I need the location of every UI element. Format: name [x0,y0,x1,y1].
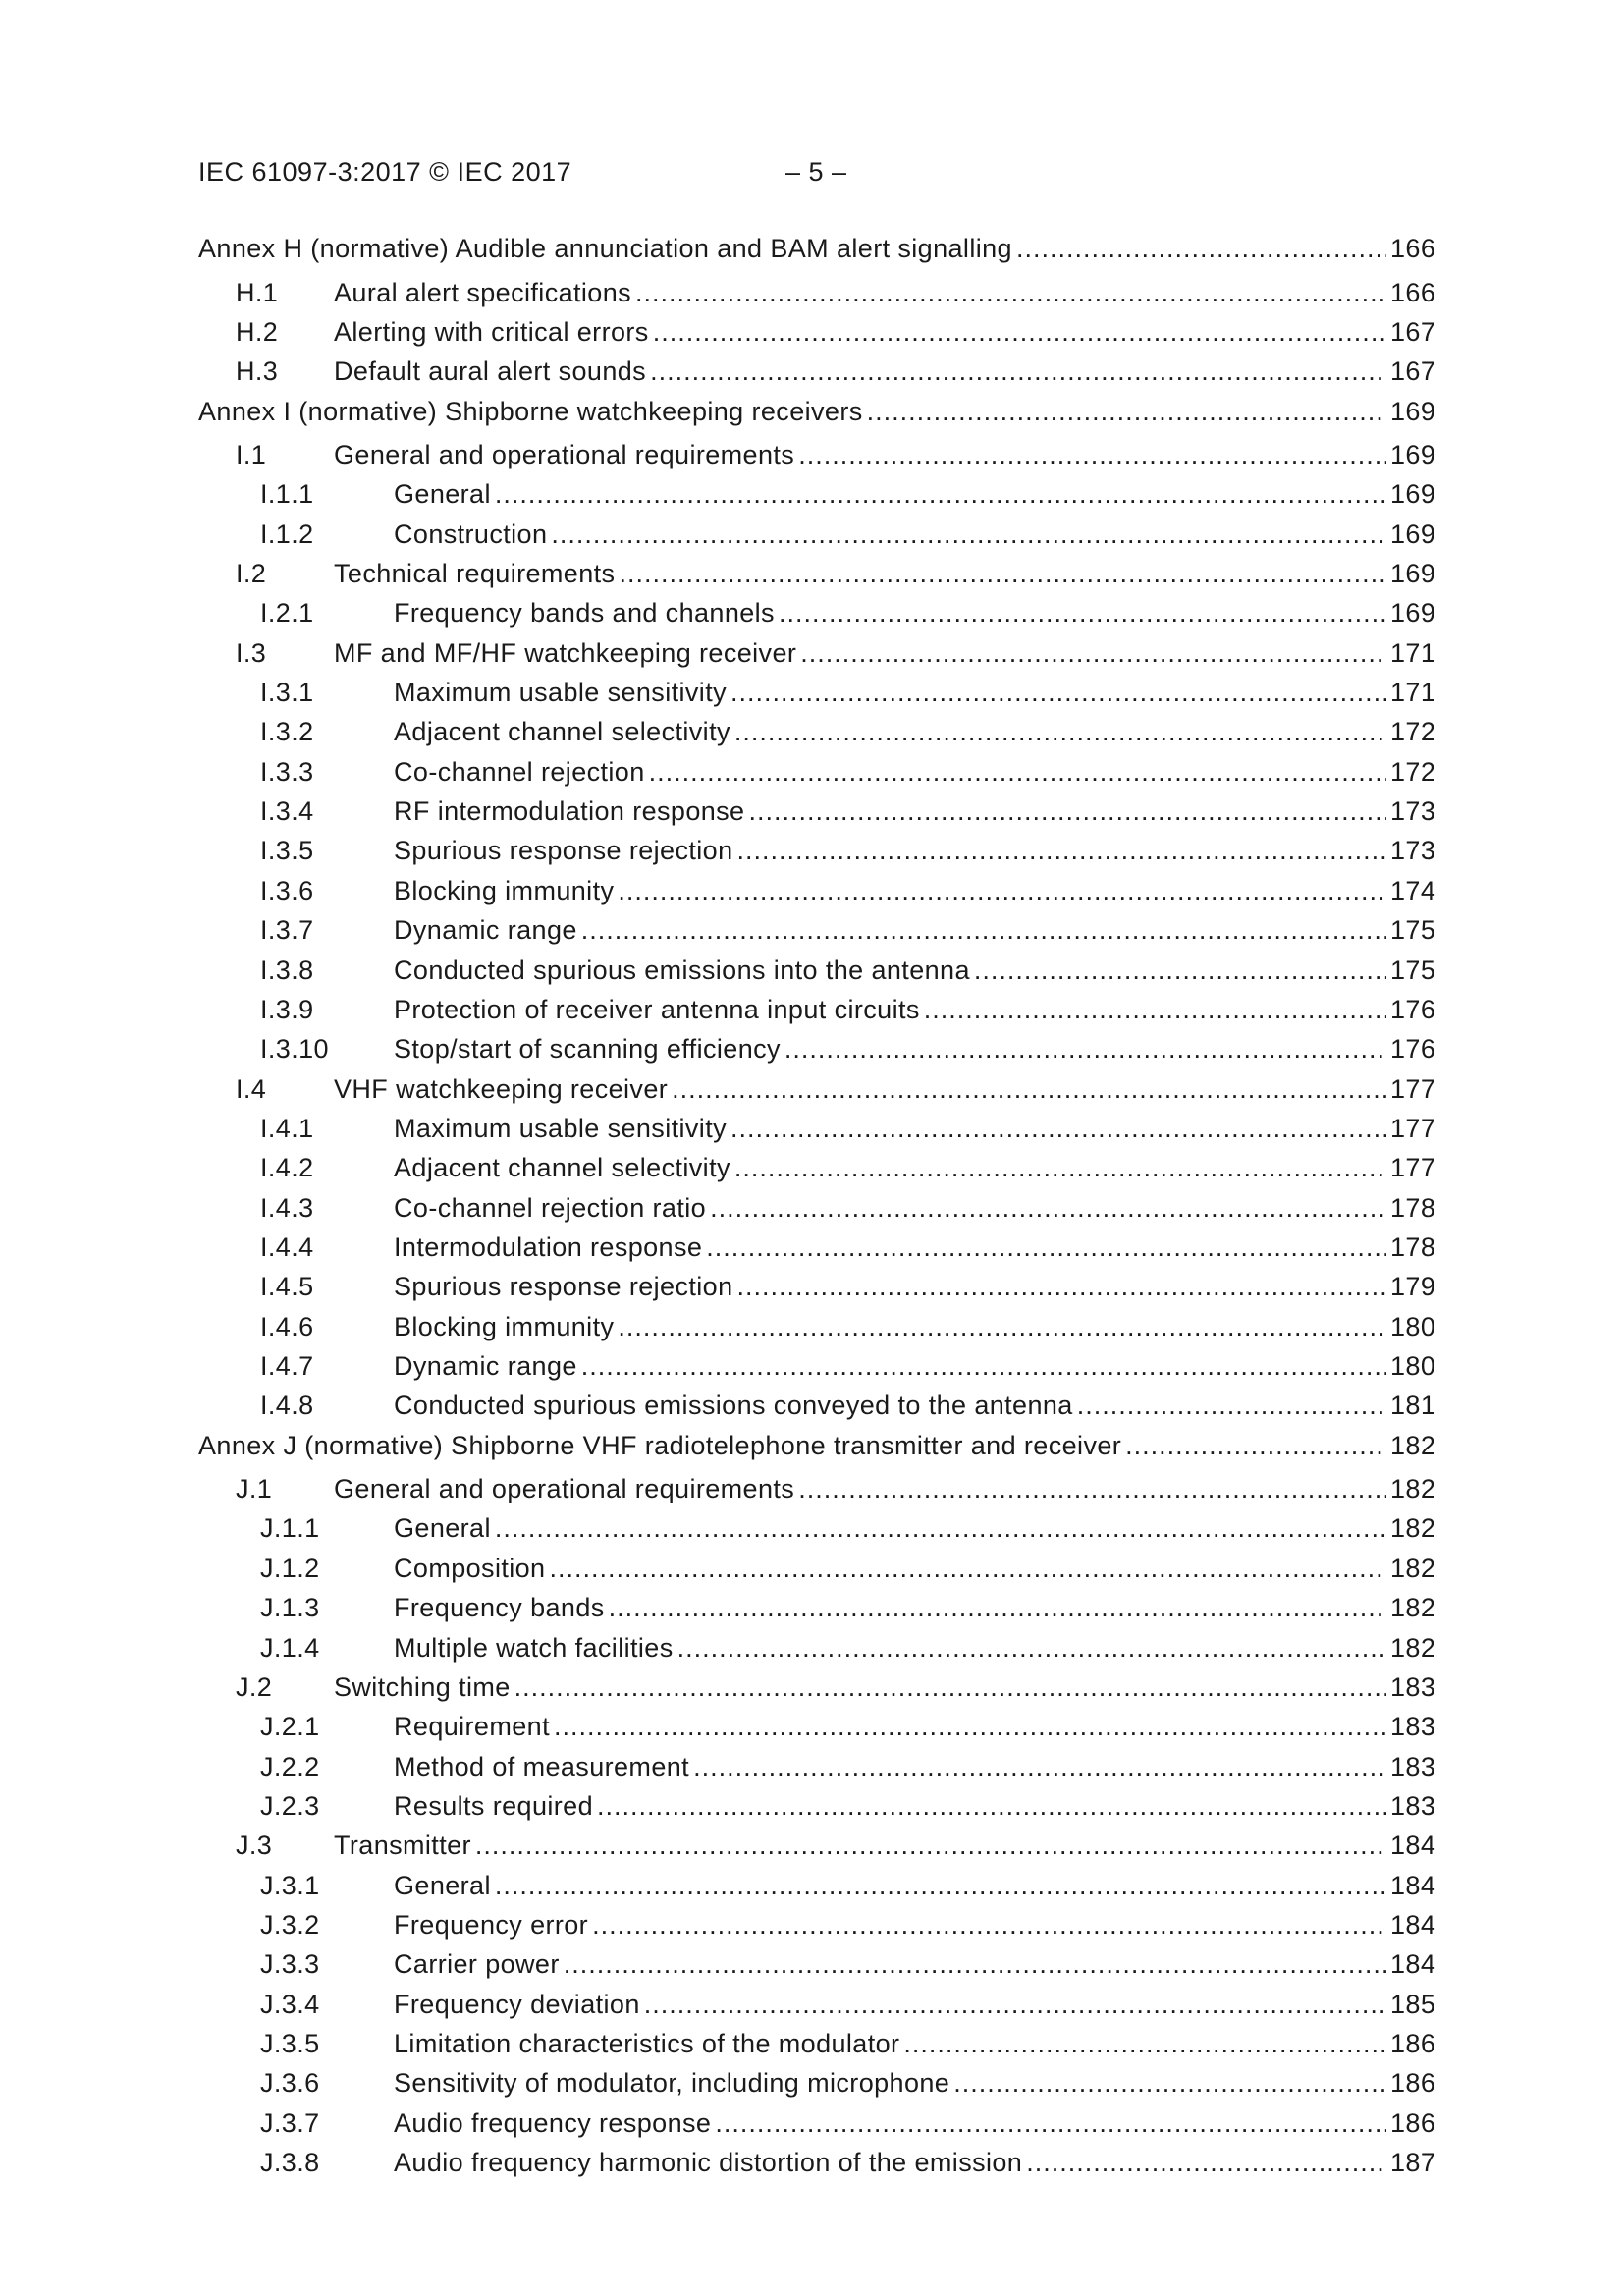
dot-leader [1125,1431,1386,1461]
dot-leader [730,678,1386,708]
toc-entry-page: 171 [1390,678,1436,708]
toc-entry[interactable] [198,1312,1435,1351]
toc-entry-page: 169 [1390,479,1436,510]
toc-entry-page: 176 [1390,994,1436,1024]
toc-entry[interactable] [198,956,1435,995]
toc-entry-page: 182 [1390,1474,1436,1504]
toc-entry-number: I.4.6 [260,1311,314,1341]
dot-leader [677,1633,1386,1664]
dot-leader [737,836,1387,866]
toc-entry-title: Technical requirements [334,559,616,589]
dot-leader [706,1232,1386,1263]
toc-entry-title: Multiple watch facilities [394,1632,674,1663]
toc-entry-number: I.4.3 [260,1192,314,1223]
toc-entry[interactable] [198,1910,1435,1949]
dot-leader [800,638,1386,669]
toc-entry-page: 178 [1390,1192,1436,1223]
toc-entry[interactable] [198,757,1435,796]
toc-entry-page: 182 [1390,1430,1436,1460]
toc-entry-page: 180 [1390,1311,1436,1341]
toc-entry[interactable] [198,440,1435,479]
dot-leader [581,1351,1386,1382]
toc-entry-title: Composition [394,1553,546,1583]
dot-leader [644,1990,1386,2020]
toc-entry-number: I.2 [236,559,267,589]
toc-entry-number: J.1.1 [260,1513,320,1544]
toc-entry[interactable] [198,1034,1435,1073]
toc-entry-title: VHF watchkeeping receiver [334,1073,669,1104]
toc-entry-title: Blocking immunity [394,1311,615,1341]
toc-entry-page: 184 [1390,1831,1436,1861]
dot-leader [653,317,1386,348]
toc-entry-page: 183 [1390,1712,1436,1742]
toc-entry[interactable] [198,1712,1435,1751]
toc-entry-page: 182 [1390,1632,1436,1663]
dot-leader [551,519,1386,550]
toc-entry-title: Requirement [394,1712,550,1742]
toc-entry-page: 181 [1390,1391,1436,1421]
toc-entry-number: I.3.10 [260,1034,329,1065]
toc-entry-number: I.3.5 [260,836,314,866]
toc-entry-page: 178 [1390,1231,1436,1262]
toc-entry-title: General and operational requirements [334,1474,795,1504]
toc-entry-number: J.2.3 [260,1790,320,1821]
toc-entry-title: Dynamic range [394,1350,577,1381]
toc-entry-title: Conducted spurious emissions into the antenna [394,955,970,985]
toc-entry-title: Maximum usable sensitivity [394,1113,728,1143]
toc-entry[interactable] [198,2108,1435,2148]
toc-entry-title: General and operational requirements [334,440,795,470]
toc-entry[interactable] [198,1554,1435,1593]
toc-entry-number: I.4.8 [260,1391,314,1421]
toc-entry-title: Frequency error [394,1909,589,1940]
toc-entry-title: Method of measurement [394,1751,690,1781]
toc-entry[interactable] [198,2148,1435,2187]
toc-entry-title: General [394,479,491,510]
dot-leader [609,1593,1386,1623]
toc-entry-title: Adjacent channel selectivity [394,717,730,747]
toc-entry-page: 186 [1390,2107,1436,2138]
toc-entry-number: I.3 [236,637,267,668]
toc-entry-number: I.3.8 [260,955,314,985]
toc-entry-page: 183 [1390,1751,1436,1781]
toc-entry-page: 173 [1390,836,1436,866]
toc-entry-title: Blocking immunity [394,875,615,905]
page-number: – 5 – [785,157,847,187]
toc-entry[interactable] [198,278,1435,317]
toc-entry-page: 179 [1390,1272,1436,1302]
toc-entry-number: I.3.9 [260,994,314,1024]
dot-leader [779,598,1386,629]
toc-entry-title: General [394,1513,491,1544]
toc-entry-page: 185 [1390,1989,1436,2019]
toc-entry-page: 167 [1390,316,1436,347]
toc-entry-title: Protection of receiver antenna input circuits [394,994,920,1024]
toc-entry-title: Co-channel rejection [394,756,645,787]
toc-entry[interactable] [198,836,1435,875]
toc-entry-title: Limitation characteristics of the modulator [394,2028,900,2058]
dot-leader [649,757,1386,788]
dot-leader [867,397,1386,427]
toc-entry[interactable] [198,1193,1435,1232]
dot-leader [495,1513,1386,1544]
toc-entry-title: RF intermodulation response [394,796,745,827]
toc-entry-title: Audio frequency harmonic distortion of the emission [394,2147,1023,2177]
toc-entry-page: 175 [1390,955,1436,985]
dot-leader [564,1949,1386,1980]
toc-entry-title: Maximum usable sensitivity [394,678,728,708]
toc-entry-number: J.3.6 [260,2068,320,2099]
toc-entry-title: Frequency bands [394,1593,605,1623]
toc-entry[interactable] [198,1949,1435,1989]
toc-entry[interactable] [198,1153,1435,1192]
toc-annex-entry[interactable] [198,234,1435,278]
dot-leader [672,1074,1386,1105]
toc-entry[interactable] [198,1272,1435,1311]
dot-leader [618,1312,1386,1342]
toc-entry[interactable] [198,1474,1435,1513]
toc-entry-title: Frequency deviation [394,1989,640,2019]
toc-entry-page: 173 [1390,796,1436,827]
toc-entry[interactable] [198,1074,1435,1114]
toc-entry[interactable] [198,1114,1435,1153]
toc-entry-number: I.4 [236,1073,267,1104]
toc-entry-title: Dynamic range [394,915,577,946]
toc-entry-title: Switching time [334,1671,511,1702]
toc-entry-page: 186 [1390,2028,1436,2058]
toc-entry[interactable] [198,1791,1435,1831]
toc-entry-number: I.4.7 [260,1350,314,1381]
toc-entry-number: H.2 [236,316,279,347]
toc-entry-number: I.3.3 [260,756,314,787]
toc-entry-number: J.3.5 [260,2028,320,2058]
toc-entry-number: I.4.2 [260,1153,314,1183]
toc-entry[interactable] [198,717,1435,756]
toc-entry[interactable] [198,2029,1435,2068]
dot-leader [514,1672,1386,1703]
toc-entry[interactable] [198,479,1435,519]
dot-leader [635,278,1386,308]
toc-entry-page: 182 [1390,1593,1436,1623]
toc-entry-page: 177 [1390,1113,1436,1143]
dot-leader [650,356,1386,387]
table-of-contents [198,234,1435,2187]
toc-entry[interactable] [198,1633,1435,1672]
toc-entry-page: 183 [1390,1790,1436,1821]
toc-entry[interactable] [198,559,1435,598]
dot-leader [581,915,1386,946]
toc-entry[interactable] [198,915,1435,955]
standard-reference: IEC 61097-3:2017 © IEC 2017 [198,157,572,187]
toc-entry-page: 184 [1390,1949,1436,1980]
toc-entry-title: Stop/start of scanning efficiency [394,1034,781,1065]
toc-entry-title: Spurious response rejection [394,836,733,866]
toc-entry-title: Results required [394,1790,593,1821]
toc-entry-title: MF and MF/HF watchkeeping receiver [334,637,797,668]
toc-entry-title: Alerting with critical errors [334,316,649,347]
toc-entry[interactable] [198,796,1435,836]
toc-entry-title: Intermodulation response [394,1231,703,1262]
toc-entry-page: 172 [1390,756,1436,787]
page-header [198,157,1435,196]
toc-entry-page: 177 [1390,1153,1436,1183]
dot-leader [554,1712,1386,1742]
toc-entry-number: J.3 [236,1831,273,1861]
toc-entry-number: J.2.2 [260,1751,320,1781]
toc-entry-page: 169 [1390,440,1436,470]
toc-entry-number: J.1.2 [260,1553,320,1583]
toc-entry-number: J.3.7 [260,2107,320,2138]
dot-leader [748,796,1386,827]
toc-entry-title: Annex I (normative) Shipborne watchkeeping receivers [198,396,863,426]
toc-entry-number: H.3 [236,356,279,387]
toc-entry-title: Transmitter [334,1831,471,1861]
toc-entry-page: 177 [1390,1073,1436,1104]
toc-entry-title: Construction [394,519,548,549]
toc-entry[interactable] [198,356,1435,396]
toc-entry-page: 182 [1390,1553,1436,1583]
dot-leader [619,559,1386,589]
toc-entry-page: 166 [1390,234,1436,263]
toc-entry[interactable] [198,1351,1435,1391]
toc-entry-number: J.1.4 [260,1632,320,1663]
dot-leader [1016,234,1386,264]
toc-entry[interactable] [198,995,1435,1034]
toc-entry-number: I.4.1 [260,1113,314,1143]
toc-entry-number: J.3.8 [260,2147,320,2177]
dot-leader [737,1272,1387,1302]
toc-entry-title: General [394,1870,491,1900]
dot-leader [924,995,1386,1025]
toc-annex-entry[interactable] [198,1431,1435,1475]
toc-entry-page: 176 [1390,1034,1436,1065]
toc-entry-page: 171 [1390,637,1436,668]
dot-leader [730,1114,1386,1144]
dot-leader [495,479,1386,510]
toc-entry[interactable] [198,519,1435,559]
toc-entry-title: Audio frequency response [394,2107,712,2138]
dot-leader [710,1193,1386,1224]
toc-entry[interactable] [198,1513,1435,1553]
toc-entry-number: I.3.4 [260,796,314,827]
toc-entry-page: 174 [1390,875,1436,905]
toc-entry-number: I.3.2 [260,717,314,747]
toc-entry[interactable] [198,1593,1435,1632]
dot-leader [475,1831,1386,1861]
toc-entry-title: Adjacent channel selectivity [394,1153,730,1183]
toc-entry-page: 169 [1390,519,1436,549]
toc-entry[interactable] [198,598,1435,637]
toc-entry-number: J.2 [236,1671,273,1702]
toc-entry-page: 184 [1390,1870,1436,1900]
dot-leader [784,1034,1386,1065]
dot-leader [734,717,1386,747]
dot-leader [592,1910,1386,1941]
toc-entry-number: J.3.1 [260,1870,320,1900]
dot-leader [798,440,1386,470]
toc-entry-title: Annex H (normative) Audible annunciation and BAM alert signalling [198,234,1012,263]
toc-entry-number: J.1 [236,1474,273,1504]
dot-leader [1077,1391,1386,1421]
toc-entry[interactable] [198,1391,1435,1430]
toc-entry-page: 166 [1390,277,1436,307]
toc-entry-page: 169 [1390,559,1436,589]
toc-entry[interactable] [198,1752,1435,1791]
toc-entry[interactable] [198,678,1435,717]
dot-leader [597,1791,1386,1822]
toc-entry-title: Frequency bands and channels [394,598,775,629]
toc-entry-page: 184 [1390,1909,1436,1940]
dot-leader [953,2068,1386,2099]
toc-entry-number: J.1.3 [260,1593,320,1623]
toc-entry-page: 182 [1390,1513,1436,1544]
toc-entry[interactable] [198,317,1435,356]
toc-entry-page: 169 [1390,598,1436,629]
toc-entry-number: I.3.6 [260,875,314,905]
toc-entry-title: Aural alert specifications [334,277,632,307]
toc-entry-page: 172 [1390,717,1436,747]
toc-entry-number: I.4.5 [260,1272,314,1302]
toc-entry-page: 183 [1390,1671,1436,1702]
dot-leader [495,1871,1386,1901]
dot-leader [618,876,1386,906]
dot-leader [974,956,1386,986]
dot-leader [734,1153,1386,1183]
toc-entry[interactable] [198,876,1435,915]
toc-entry-title: Carrier power [394,1949,560,1980]
toc-entry-number: I.1.2 [260,519,314,549]
toc-entry-number: I.1 [236,440,267,470]
toc-entry-page: 187 [1390,2147,1436,2177]
dot-leader [549,1554,1386,1584]
toc-entry-number: J.3.3 [260,1949,320,1980]
toc-entry-number: J.3.4 [260,1989,320,2019]
toc-entry-page: 180 [1390,1350,1436,1381]
dot-leader [693,1752,1386,1782]
toc-entry-title: Co-channel rejection ratio [394,1192,707,1223]
toc-entry[interactable] [198,2068,1435,2107]
dot-leader [715,2108,1386,2139]
dot-leader [1026,2148,1386,2178]
toc-entry-number: J.2.1 [260,1712,320,1742]
toc-entry-number: I.3.1 [260,678,314,708]
toc-entry-number: I.2.1 [260,598,314,629]
toc-entry-number: I.1.1 [260,479,314,510]
toc-entry[interactable] [198,1990,1435,2029]
toc-entry-number: I.3.7 [260,915,314,946]
toc-entry-page: 167 [1390,356,1436,387]
toc-entry-page: 186 [1390,2068,1436,2099]
toc-entry[interactable] [198,1831,1435,1870]
dot-leader [903,2029,1386,2059]
toc-entry-number: J.3.2 [260,1909,320,1940]
toc-entry-title: Sensitivity of modulator, including microphone [394,2068,950,2099]
dot-leader [798,1474,1386,1504]
toc-entry-title: Conducted spurious emissions conveyed to the antenna [394,1391,1073,1421]
toc-entry-number: H.1 [236,277,279,307]
toc-entry-title: Annex J (normative) Shipborne VHF radiotelephone transmitter and receiver [198,1430,1122,1460]
toc-entry[interactable] [198,1672,1435,1712]
toc-entry-page: 175 [1390,915,1436,946]
toc-entry-number: I.4.4 [260,1231,314,1262]
toc-entry[interactable] [198,1232,1435,1272]
toc-annex-entry[interactable] [198,397,1435,441]
toc-entry-title: Spurious response rejection [394,1272,733,1302]
toc-entry-title: Default aural alert sounds [334,356,647,387]
toc-entry-page: 169 [1390,396,1436,426]
toc-entry[interactable] [198,1871,1435,1910]
toc-entry[interactable] [198,638,1435,678]
